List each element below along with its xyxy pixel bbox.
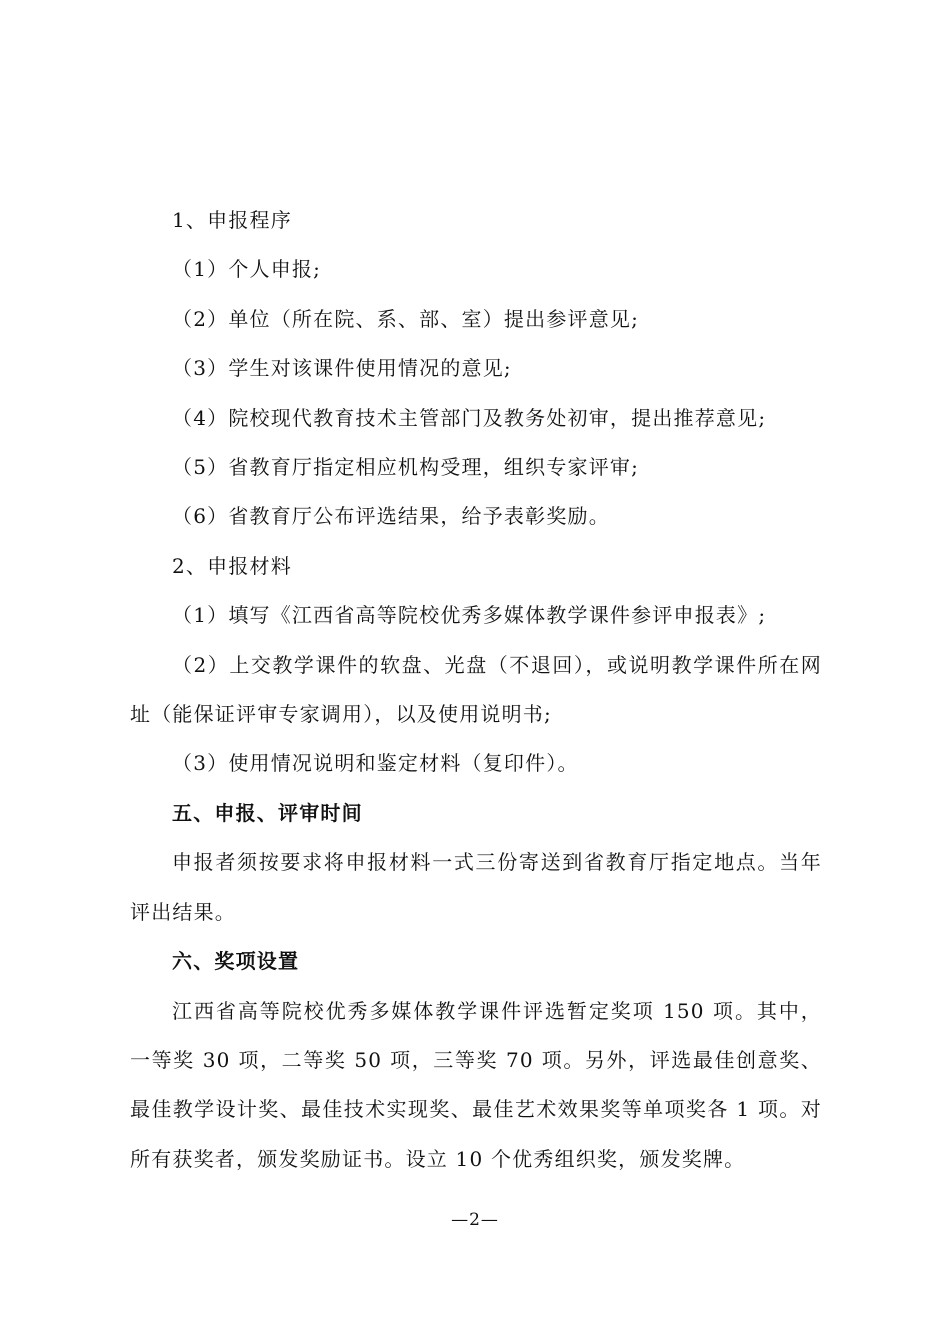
procedure-item-3: （3）学生对该课件使用情况的意见; xyxy=(172,356,512,381)
materials-item-2: （2）上交教学课件的软盘、光盘（不退回），或说明教学课件所在网址（能保证评审专家调用），以及使用说明书; xyxy=(130,652,822,727)
procedure-item-6: （6）省教育厅公布评选结果，给予表彰奖励。 xyxy=(172,504,610,529)
document-body xyxy=(130,196,822,1184)
section-materials-title: 2、申报材料 xyxy=(172,553,292,578)
procedure-item-4: （4）院校现代教育技术主管部门及教务处初审，提出推荐意见; xyxy=(172,405,767,430)
procedure-item-2: （2）单位（所在院、系、部、室）提出参评意见; xyxy=(172,306,640,331)
materials-item-1: （1）填写《江西省高等院校优秀多媒体教学课件参评申报表》; xyxy=(172,603,767,628)
section-schedule-heading: 五、申报、评审时间 xyxy=(172,800,363,825)
section-procedure-title: 1、申报程序 xyxy=(172,208,292,232)
schedule-paragraph: 申报者须按要求将申报材料一式三份寄送到省教育厅指定地点。当年评出结果。 xyxy=(130,850,822,924)
awards-paragraph: 江西省高等院校优秀多媒体教学课件评选暂定奖项 150 项。其中，一等奖 30 项，二等奖 50 项，三等奖 70 项。另外，评选最佳创意奖、最佳教学设计奖、最佳技术实现奖、最佳艺术效果奖等单项奖各 1 项。对所有获奖者，颁发奖励证书。设立 10 个优秀组织奖，颁发奖牌。 xyxy=(130,998,822,1171)
procedure-item-5: （5）省教育厅指定相应机构受理，组织专家评审; xyxy=(172,455,640,480)
procedure-item-1: （1）个人申报; xyxy=(172,257,322,282)
page-number: —2— xyxy=(451,1210,499,1230)
materials-item-3: （3）使用情况说明和鉴定材料（复印件）。 xyxy=(172,751,579,776)
section-awards-heading: 六、奖项设置 xyxy=(172,949,300,974)
